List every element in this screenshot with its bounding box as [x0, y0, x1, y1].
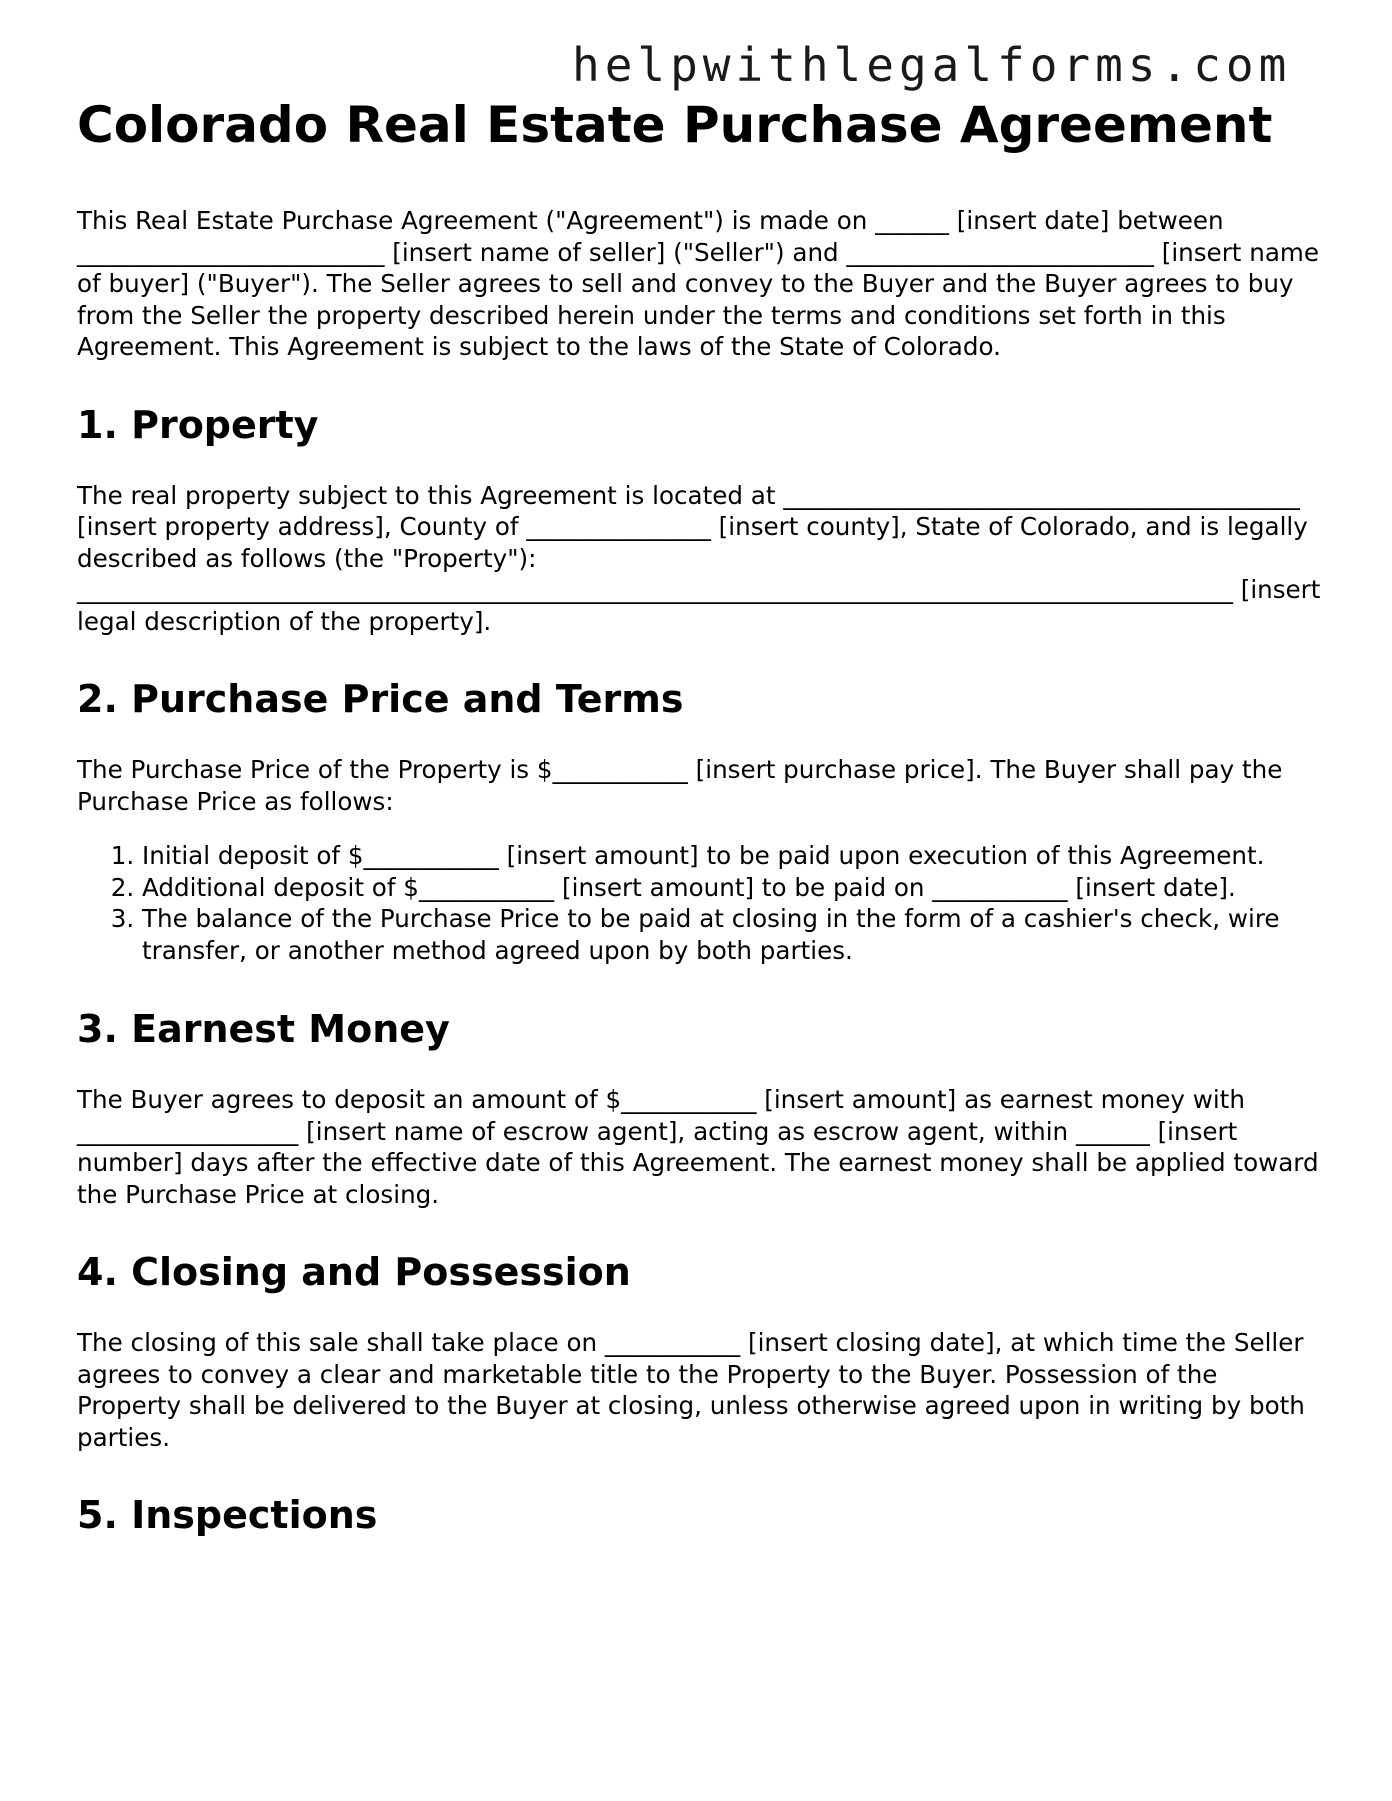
property-location-paragraph: The real property subject to this Agreement is located at __________________________________________ [insert property address], County of _______________ [insert county], State of Colorado, and is legally described as follows (the "Property"): [77, 480, 1308, 573]
section-heading: 2. Purchase Price and Terms [77, 677, 684, 721]
earnest-money-paragraph: The Buyer agrees to deposit an amount of $___________ [insert amount] as earnest money with __________________ [insert name of escrow agent], acting as escrow agent, within ______ [insert number] days after the effective date of this Agreement. The earnest money shall be applied toward the Purchase Price at closing. [77, 1085, 1319, 1209]
legal-description-paragraph: ______________________________________________________________________________________________ [insert legal description of the property]. [77, 575, 1321, 636]
section-purchase-price [77, 675, 1327, 966]
payment-list [77, 840, 1327, 966]
section-earnest-money [77, 1005, 1327, 1210]
list-item: 1. Initial deposit of $___________ [insert amount] to be paid upon execution of this Agreement. [142, 840, 1327, 872]
purchase-price-paragraph: The Purchase Price of the Property is $___________ [insert purchase price]. The Buyer shall pay the Purchase Price as follows: [77, 755, 1283, 816]
closing-paragraph: The closing of this sale shall take place on ___________ [insert closing date], at which time the Seller agrees to convey a clear and marketable title to the Property to the Buyer. Possession of the Property shall be delivered to the Buyer at closing, unless otherwise agreed upon in writing by both parties. [77, 1328, 1305, 1452]
section-property [77, 401, 1327, 638]
section-heading: 1. Property [77, 402, 319, 447]
section-closing [77, 1248, 1327, 1453]
list-item: 3. The balance of the Purchase Price to be paid at closing in the form of a cashier's check, wire transfer, or another method agreed upon by both parties. [142, 903, 1327, 966]
section-heading: 5. Inspections [77, 1493, 378, 1537]
intro-paragraph: This Real Estate Purchase Agreement ("Agreement") is made on ______ [insert date] between _________________________ [insert name of seller] ("Seller") and _________________________ [insert name of buyer] ("Buyer"). The Seller agrees to sell and convey to the Buyer and the Buyer agrees to buy from the Seller the property described herein under the terms and conditions set forth in this Agreement. This Agreement is subject to the laws of the State of Colorado. [77, 206, 1320, 361]
section-inspections [77, 1491, 1327, 1539]
site-watermark: helpwithlegalforms.com [572, 38, 1292, 92]
section-heading: 3. Earnest Money [77, 1007, 450, 1051]
section-heading: 4. Closing and Possession [77, 1250, 631, 1294]
document-body [77, 94, 1327, 1539]
list-item: 2. Additional deposit of $___________ [insert amount] to be paid on ___________ [insert date]. [142, 872, 1327, 904]
document-title: Colorado Real Estate Purchase Agreement [77, 96, 1273, 154]
